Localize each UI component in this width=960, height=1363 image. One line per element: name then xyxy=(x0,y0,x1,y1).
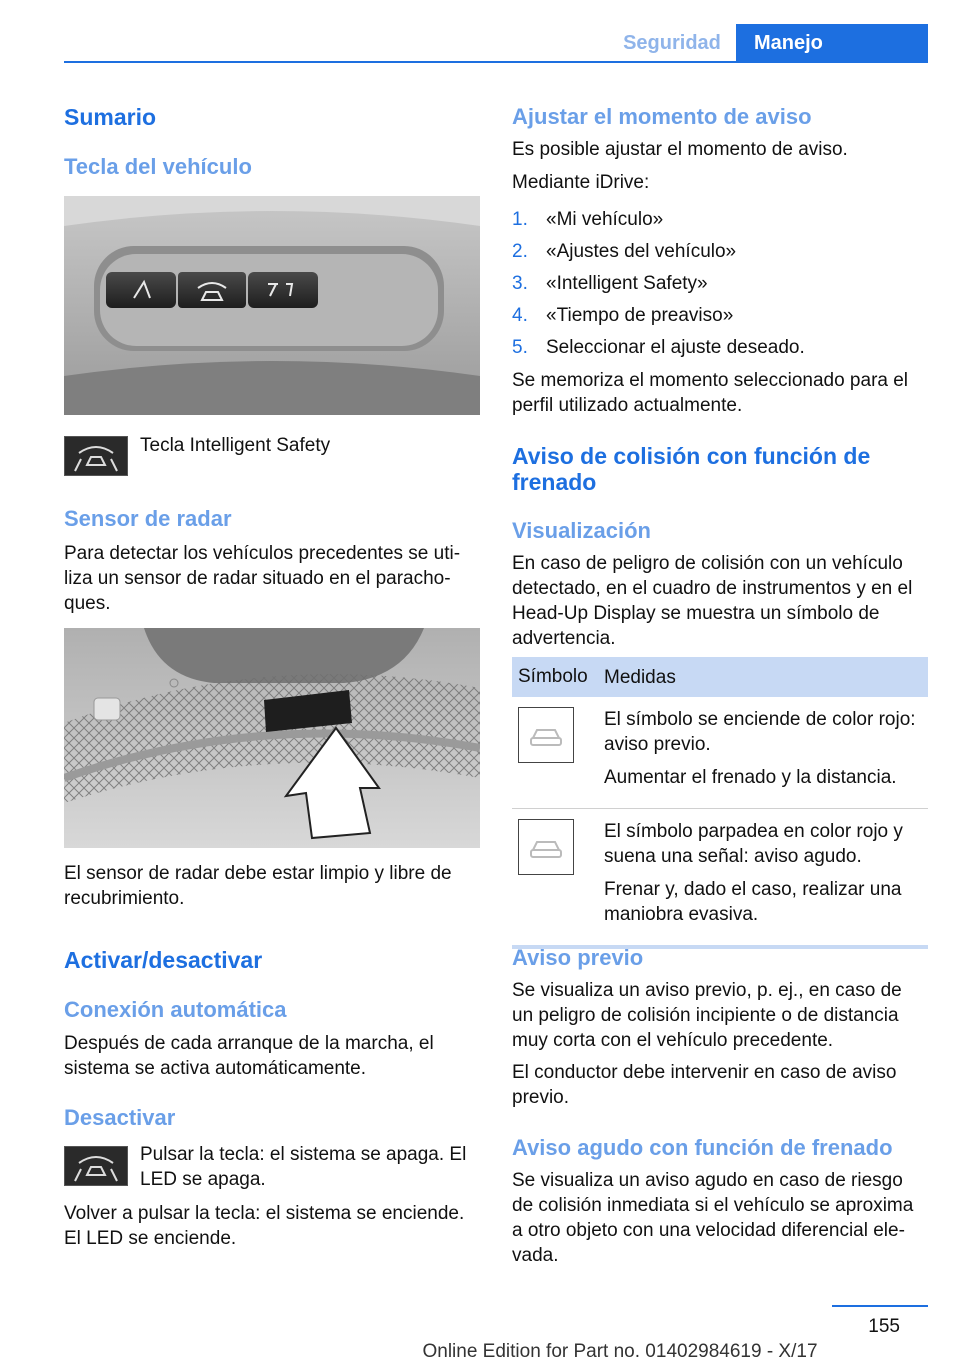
aviso-previo-description: Se visualiza un aviso previo, p. ej., en caso de un peligro de colisión incipiente o de distancia muy corta con el vehículo precedente. xyxy=(512,980,902,1051)
heading-aviso-previo: Aviso previo xyxy=(512,945,644,970)
collision-warning-car-icon xyxy=(518,819,574,875)
intelligent-safety-key-icon xyxy=(64,1146,128,1186)
table-header xyxy=(512,657,928,697)
tab-seguridad[interactable]: Seguridad xyxy=(623,31,721,54)
radar-sensor-photo xyxy=(64,628,480,848)
table-row xyxy=(512,809,928,945)
edition-note: Online Edition for Part no. 01402984619 - X/17 xyxy=(422,1341,818,1362)
list-item: 4. «Tiempo de preaviso» xyxy=(512,305,734,326)
intelligent-safety-key-icon xyxy=(64,436,128,476)
row-1-measure-a: El símbolo se enciende de color rojo: aviso previo. xyxy=(604,709,916,755)
table-row xyxy=(512,697,928,809)
heading-visualizacion: Visualización xyxy=(512,518,651,543)
sensor-note: El sensor de radar debe estar limpio y libre de recubrimiento. xyxy=(64,863,452,909)
memoriza-description: Se memoriza el momento seleccionado para el perfil utilizado actualmente. xyxy=(512,370,909,416)
table-header-medidas: Medidas xyxy=(604,666,676,688)
table-header-symbol: Símbolo xyxy=(518,666,588,687)
desactivar-description: Pulsar la tecla: el sistema se apaga. El LED se apaga. xyxy=(140,1144,467,1190)
footer-rule xyxy=(832,1305,928,1307)
conductor-description: El conductor debe intervenir en caso de aviso previo. xyxy=(512,1062,897,1108)
row-2-measure-b: Frenar y, dado el caso, realizar una maniobra evasiva. xyxy=(604,879,902,925)
heading-sensor-radar: Sensor de radar xyxy=(64,506,232,531)
row-1-measure-b: Aumentar el frenado y la distancia. xyxy=(604,767,897,788)
idrive-label: Mediante iDrive: xyxy=(512,172,650,193)
reactivar-description: Volver a pulsar la tecla: el sistema se enciende. El LED se enciende. xyxy=(64,1203,465,1249)
heading-ajustar-momento: Ajustar el momento de aviso xyxy=(512,104,812,129)
collision-warning-car-icon xyxy=(518,707,574,763)
ajustar-description: Es posible ajustar el momento de aviso. xyxy=(512,139,848,160)
page-number: 155 xyxy=(868,1316,900,1337)
tecla-caption: Tecla Intelligent Safety xyxy=(140,435,331,456)
heading-aviso-agudo: Aviso agudo con función de frenado xyxy=(512,1135,893,1160)
tab-manejo[interactable]: Manejo xyxy=(736,24,928,62)
heading-sumario: Sumario xyxy=(64,104,157,130)
visualizacion-description: En caso de peligro de colisión con un vehículo detectado, en el cuadro de instrumentos y en el Head-Up Display se muestra un símbolo de advertencia. xyxy=(512,553,913,649)
conexion-description: Después de cada arranque de la marcha, el sistema se activa automáticamente. xyxy=(64,1033,434,1079)
heading-desactivar: Desactivar xyxy=(64,1105,176,1130)
list-item: 5. Seleccionar el ajuste deseado. xyxy=(512,337,805,358)
sensor-description: Para detectar los vehículos precedentes se utiliza un sensor de radar situado en el parachoques. xyxy=(64,543,461,614)
heading-conexion-automatica: Conexión automática xyxy=(64,997,287,1022)
heading-tecla-vehiculo: Tecla del vehículo xyxy=(64,154,252,179)
list-item: 2. «Ajustes del vehículo» xyxy=(512,241,737,262)
row-2-measure-a: El símbolo parpadea en color rojo y suena una señal: aviso agudo. xyxy=(604,821,903,867)
vehicle-buttons-photo xyxy=(64,196,480,415)
heading-aviso-colision: Aviso de colisión con función de frenado xyxy=(512,443,871,495)
list-item: 3. «Intelligent Safety» xyxy=(512,273,708,294)
aviso-agudo-description: Se visualiza un aviso agudo en caso de riesgo de colisión inmediata si el vehículo se aproxima a otro objeto con una velocidad diferencial elevada. xyxy=(512,1170,914,1266)
heading-activar-desactivar: Activar/desactivar xyxy=(64,947,263,973)
idrive-steps-list xyxy=(512,204,928,364)
list-item: 1. «Mi vehículo» xyxy=(512,209,664,230)
header-rule xyxy=(64,61,928,63)
symbol-table xyxy=(512,657,928,949)
